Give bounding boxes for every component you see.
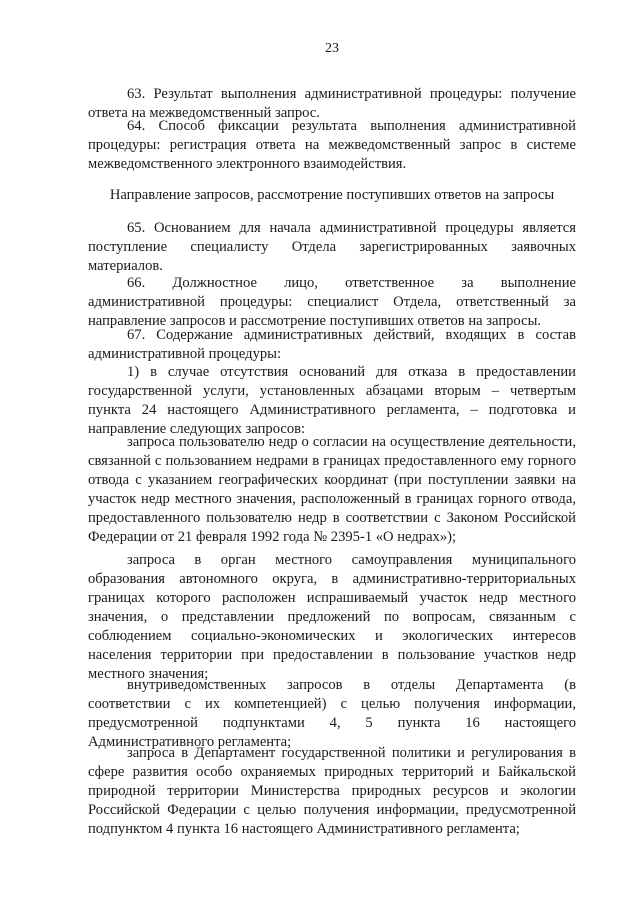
- paragraph-67: 67. Содержание административных действий, входящих в состав административной процедуры:: [88, 327, 576, 362]
- paragraph-request-subsoil-user: запроса пользователю недр о согласии на осуществление деятельности, связанной с пользованием недрами в границах предоставленного ему горного отвода с указанием географических координат (при поступлении заявки на участок недр местного значения, расположенный в границах горного отвода, предоставленного пользователю недр в соответствии с Законом Российской Федерации от 21 февраля 1992 года № 2395-1 «О недрах»);: [88, 434, 576, 545]
- paragraph-64: 64. Способ фиксации результата выполнения административной процедуры: регистрация ответа на межведомственный запрос в системе межведомственного электронного взаимодействия.: [88, 118, 576, 172]
- paragraph-request-local-government: запроса в орган местного самоуправления муниципального образования автономного округа, в административно-территориальных границах которого расположен испрашиваемый участок недр местного значения, о представлении предложений по вопросам, связанным с соблюдением социально-экономических и экологических интересов населения территории при предоставлении в пользование участков недр местного значения;: [88, 552, 576, 682]
- paragraph-internal-requests: внутриведомственных запросов в отделы Департамента (в соответствии с их компетенцией) с целью получения информации, предусмотренной подпунктами 4, 5 пункта 16 настоящего Административного регламента;: [88, 677, 576, 750]
- paragraph-63: 63. Результат выполнения административной процедуры: получение ответа на межведомственный запрос.: [88, 86, 576, 121]
- paragraph-request-ministry: запроса в Департамент государственной политики и регулирования в сфере развития особо охраняемых природных территорий и Байкальской природной территории Министерства природных ресурсов и экологии Российской Федерации с целью получения информации, предусмотренной подпунктом 4 пункта 16 настоящего Административного регламента;: [88, 745, 576, 837]
- paragraph-65: 65. Основанием для начала административной процедуры является поступление специалисту Отдела зарегистрированных заявочных материалов.: [88, 220, 576, 274]
- paragraph-67-item-1: 1) в случае отсутствия оснований для отказа в предоставлении государственной услуги, установленных абзацами вторым – четвертым пункта 24 настоящего Административного регламента, – подготовка и направление следующих запросов:: [88, 364, 576, 437]
- paragraph-66: 66. Должностное лицо, ответственное за выполнение административной процедуры: специалист Отдела, ответственный за направление запросов и рассмотрение поступивших ответов на запросы.: [88, 275, 576, 329]
- page-number: 23: [325, 41, 339, 56]
- section-heading: Направление запросов, рассмотрение поступивших ответов на запросы: [109, 187, 555, 203]
